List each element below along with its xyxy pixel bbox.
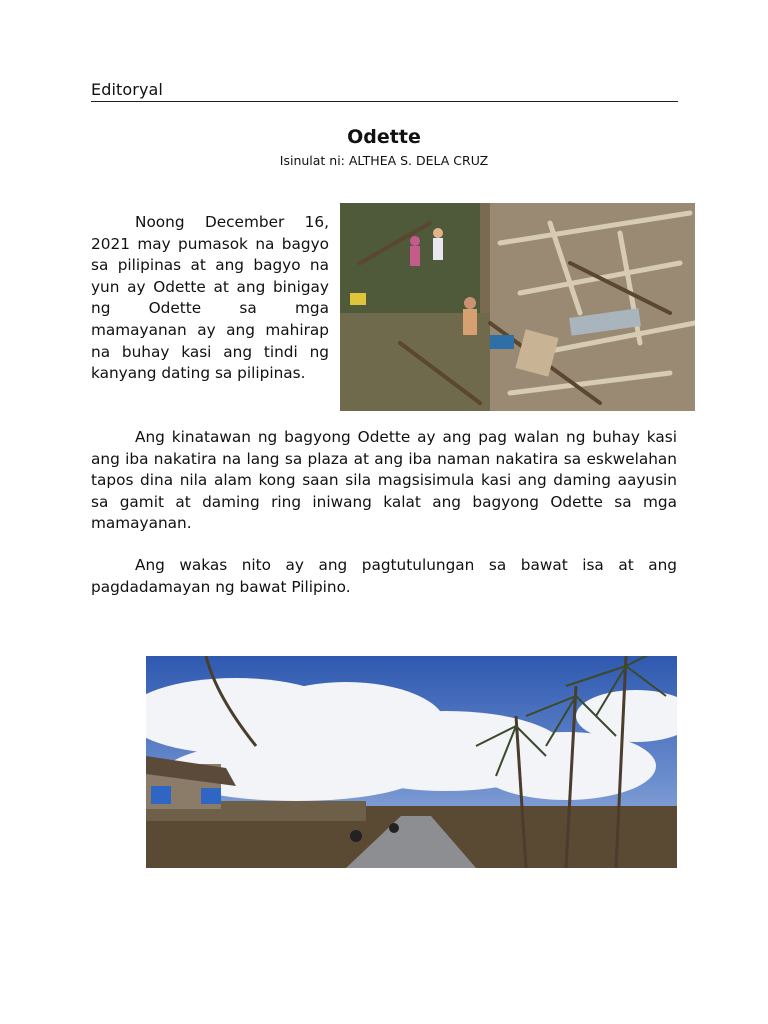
- storm-road-photo: [146, 656, 677, 868]
- debris-photo: [340, 203, 695, 411]
- paragraph-1: [91, 212, 329, 385]
- article-byline: Isinulat ni: ALTHEA S. DELA CRUZ: [279, 153, 489, 168]
- header-divider: [91, 101, 678, 102]
- paragraph-2-text: Ang kinatawan ng bagyong Odette ay ang pag walan ng buhay kasi ang iba nakatira na lang sa plaza at ang iba naman nakatira sa eskwelahan tapos dina nila alam kong saan sila magsisimula kasi ang daming aayusin sa gamit at daming ring iniwang kalat ang bagyong Odette sa mga mamayanan.: [91, 428, 677, 533]
- paragraph-3-text: Ang wakas nito ay ang pagtutulungan sa bawat isa at ang pagdadamayan ng bawat Pilipino.: [91, 556, 677, 596]
- paragraph-1-text: Noong December 16, 2021 may pumasok na bagyo sa pilipinas at ang bagyo na yun ay Odette at ang binigay ng Odette sa mga mamayanan ay ang mahirap na buhay kasi ang tindi ng kanyang dating sa pilipinas.: [91, 213, 329, 383]
- paragraph-2: [91, 427, 677, 535]
- section-label: Editoryal: [91, 80, 163, 99]
- paragraph-3: [91, 555, 677, 598]
- article-title: Odette: [347, 126, 421, 148]
